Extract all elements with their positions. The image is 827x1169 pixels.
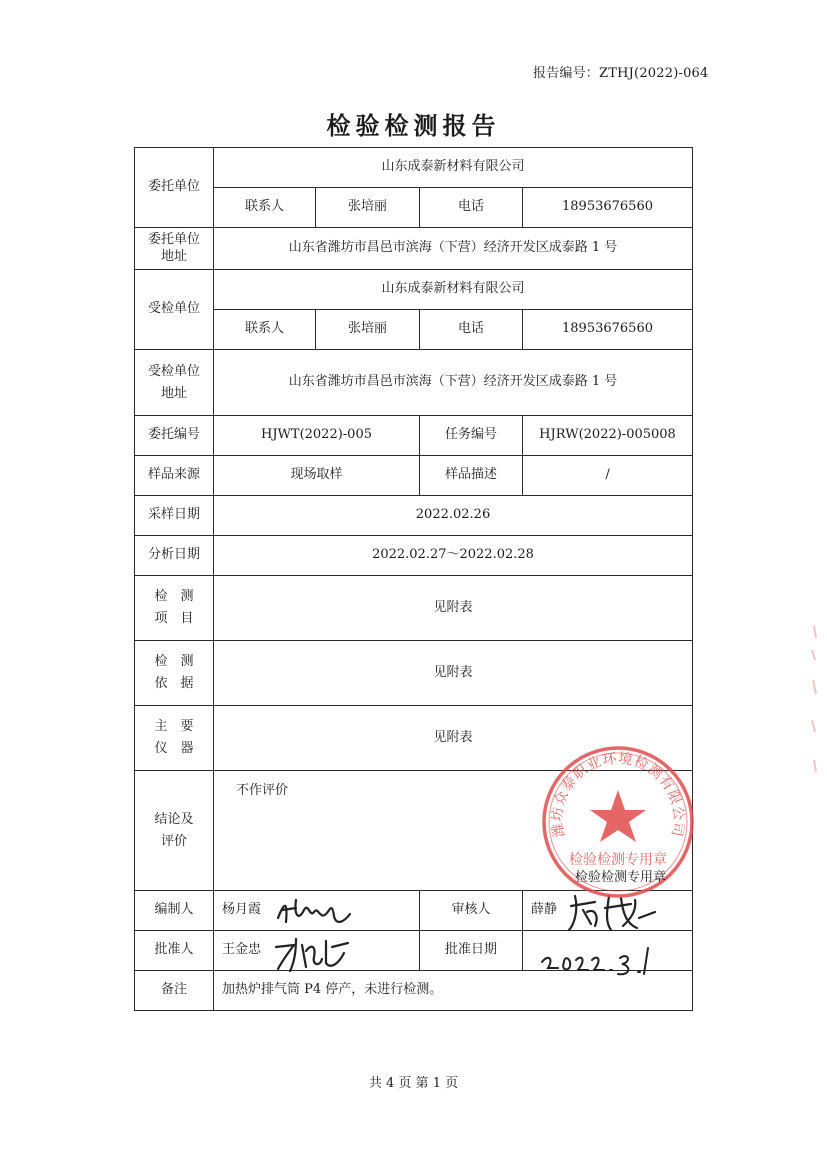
prepared-by [214, 891, 420, 931]
inspected-address: 山东省潍坊市昌邑市滨海（下营）经济开发区成泰路 1 号 [214, 350, 693, 416]
inspected-contact: 张培丽 [316, 310, 420, 350]
detection-basis-label-line2: 依 据 [154, 676, 194, 691]
inspected-address-label-line2: 地址 [160, 385, 187, 401]
sample-row [135, 456, 693, 496]
instruments-row [135, 706, 693, 771]
remarks-row [135, 971, 693, 1011]
approver-name: 王金忠 [222, 942, 262, 958]
client-address-label [135, 228, 214, 270]
sample-source: 现场取样 [214, 456, 420, 496]
analysis-date: 2022.02.27～2022.02.28 [214, 536, 693, 576]
approver [214, 931, 420, 971]
conclusion-label [135, 771, 214, 891]
detection-basis: 见附表 [214, 641, 693, 706]
approve-date-label: 批准日期 [420, 931, 523, 971]
sampling-date-row [135, 496, 693, 536]
approver-label: 批准人 [135, 931, 214, 971]
client-phone: 18953676560 [523, 188, 693, 228]
inspected-contact-row [135, 310, 693, 350]
task-number: HJRW(2022)-005008 [523, 416, 693, 456]
instruments-label-line2: 仪 器 [154, 741, 194, 756]
inspected-contact-label: 联系人 [214, 310, 316, 350]
instruments-label [135, 706, 214, 771]
client-phone-label: 电话 [420, 188, 523, 228]
detection-items: 见附表 [214, 576, 693, 641]
client-name: 山东成泰新材料有限公司 [214, 148, 693, 188]
reviewer-name: 薛静 [531, 902, 558, 918]
instruments-label-line1: 主 要 [154, 719, 194, 734]
ids-row [135, 416, 693, 456]
task-number-label: 任务编号 [420, 416, 523, 456]
commission-number: HJWT(2022)-005 [214, 416, 420, 456]
client-name-row [135, 148, 693, 188]
conclusion-label-line2: 评价 [160, 833, 187, 849]
seal-bottom-text: 检验检测专用章 [569, 852, 667, 868]
inspected-phone: 18953676560 [523, 310, 693, 350]
seal-caption: 检验检测专用章 [575, 870, 667, 885]
page-footer: 共 4 页 第 1 页 [368, 1076, 459, 1091]
client-contact: 张培丽 [316, 188, 420, 228]
client-label: 委托单位 [135, 148, 214, 228]
approve-date-cell [523, 931, 693, 971]
remarks-label: 备注 [135, 971, 214, 1011]
analysis-date-row [135, 536, 693, 576]
client-address-label-line1: 委托单位 [147, 232, 200, 248]
conclusion-label-line1: 结论及 [154, 811, 194, 827]
scan-marks-decoration [806, 620, 822, 780]
detection-basis-label [135, 641, 214, 706]
approver-row [135, 931, 693, 971]
reviewer [523, 891, 693, 931]
detection-items-label-line2: 项 目 [154, 611, 194, 626]
client-address-label-line2: 地址 [160, 248, 187, 264]
client-address-row [135, 228, 693, 270]
inspected-phone-label: 电话 [420, 310, 523, 350]
sampling-date-label: 采样日期 [135, 496, 214, 536]
seal-arc-text: 潍坊众泰职业环境检测有限公司 [549, 750, 687, 839]
inspected-label: 受检单位 [135, 270, 214, 350]
detection-basis-row [135, 641, 693, 706]
inspected-address-row [135, 350, 693, 416]
prepared-row [135, 891, 693, 931]
inspected-address-label [135, 350, 214, 416]
prepared-name: 杨月霞 [222, 902, 262, 918]
client-address: 山东省潍坊市昌邑市滨海（下营）经济开发区成泰路 1 号 [214, 228, 693, 270]
conclusion-text: 不作评价 [236, 783, 289, 798]
client-contact-label: 联系人 [214, 188, 316, 228]
sample-source-label: 样品来源 [135, 456, 214, 496]
detection-items-label [135, 576, 214, 641]
sampling-date: 2022.02.26 [214, 496, 693, 536]
reviewer-label: 审核人 [420, 891, 523, 931]
remarks-text: 加热炉排气筒 P4 停产，未进行检测。 [214, 971, 693, 1011]
analysis-date-label: 分析日期 [135, 536, 214, 576]
inspected-address-label-line1: 受检单位 [147, 363, 200, 379]
instruments: 见附表 [214, 706, 693, 771]
prepared-label: 编制人 [135, 891, 214, 931]
detection-items-row [135, 576, 693, 641]
report-number: 报告编号：ZTHJ(2022)-064 [533, 66, 709, 81]
client-contact-row [135, 188, 693, 228]
page-title: 检验检测报告 [326, 111, 501, 140]
sample-desc-label: 样品描述 [420, 456, 523, 496]
sample-desc: / [523, 456, 693, 496]
inspected-name: 山东成泰新材料有限公司 [214, 270, 693, 310]
detection-items-label-line1: 检 测 [154, 589, 194, 604]
commission-number-label: 委托编号 [135, 416, 214, 456]
inspected-name-row [135, 270, 693, 310]
detection-basis-label-line1: 检 测 [154, 654, 194, 669]
